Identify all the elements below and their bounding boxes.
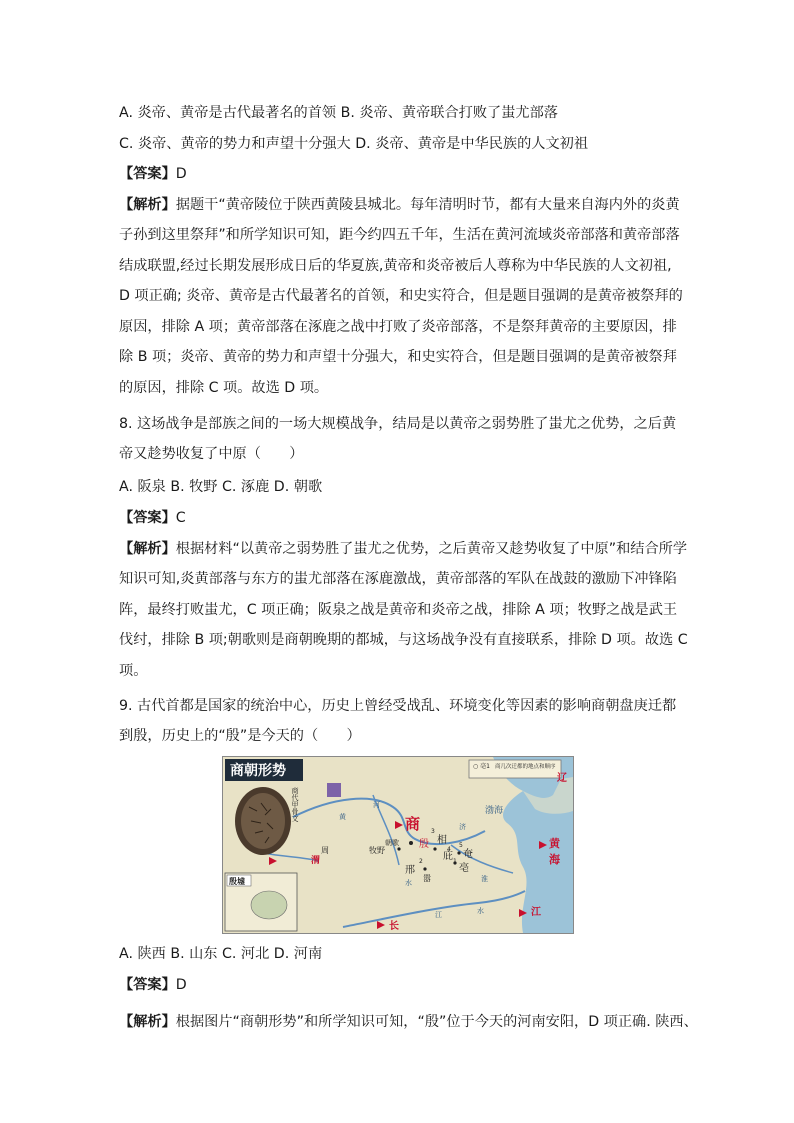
q7-analysis-line-4: D 项正确; 炎帝、黄帝是古代最著名的首领，和史实符合，但是题目强调的是黄帝被祭拜的 (119, 288, 683, 304)
answer-tag: 【答案】 (119, 510, 176, 526)
q7-options-line-2: C. 炎帝、黄帝的势力和声望十分强大 D. 炎帝、黄帝是中华民族的人文初祖 (119, 136, 589, 152)
order-1: 1 (453, 858, 457, 865)
map-title: 商朝形势 (230, 763, 286, 779)
q8-question-line-1: 8. 这场战争是部族之间的一场大规模战争，结局是以黄帝之弱势胜了蚩尤之优势，之后黄 (119, 416, 677, 432)
q8-question-line-2: 帝又趁势收复了中原（ ） (119, 446, 304, 462)
label-river-huai: 淮 (481, 875, 488, 883)
q9-question-line-1: 9. 古代首都是国家的统治中心，历史上曾经受战乱、环境变化等因素的影响商朝盘庚迁都 (119, 698, 677, 714)
city-pang: 庇 (443, 851, 453, 862)
city-chaoge-dot (397, 847, 400, 850)
city-xing: 邢 (405, 865, 415, 876)
label-river-jiang: 江 (435, 911, 442, 919)
q8-options: A. 阪泉 B. 牧野 C. 涿鹿 D. 朝歌 (119, 479, 323, 495)
label-bohai: 渤海 (485, 806, 504, 816)
city-muye: 牧野 (369, 846, 385, 855)
city-chaoge: 朝歌 (385, 839, 399, 847)
label-chang: 长 (389, 921, 399, 932)
label-liao: 辽 (557, 773, 567, 784)
analysis-tag: 【解析】 (119, 541, 176, 557)
city-bo: 亳 (459, 863, 469, 874)
q9-options: A. 陕西 B. 山东 C. 河北 D. 河南 (119, 946, 323, 962)
q8-analysis-line-4: 伐纣，排除 B 项;朝歌则是商朝晚期的都城，与这场战争没有直接联系，排除 D 项。故选 C (119, 632, 688, 648)
q7-analysis-line-6: 除 B 项；炎帝、黄帝的势力和声望十分强大，和史实符合，但是题目强调的是黄帝被祭拜 (119, 349, 677, 365)
label-shang: 商 (405, 815, 421, 833)
label-river-he: 河 (373, 801, 380, 809)
inset-area (251, 891, 287, 919)
answer-tag: 【答案】 (119, 166, 176, 182)
label-river-huang: 黄 (339, 813, 346, 821)
city-ao-dot (423, 867, 426, 870)
map-compass-icon (327, 783, 341, 797)
q7-analysis-line-5: 原因，排除 A 项；黄帝部落在涿鹿之战中打败了炎帝部落，不是祭拜黄帝的主要原因，排 (119, 319, 677, 335)
answer-value: D (175, 166, 187, 182)
shang-dynasty-map (222, 756, 574, 934)
label-hai: 海 (549, 853, 560, 866)
q8-analysis-line-2: 知识可知,炎黄部落与东方的蚩尤部落在涿鹿激战，黄帝部落的军队在战鼓的激励下冲锋陷 (119, 571, 677, 587)
oracle-bone-inner (241, 793, 285, 849)
q9-analysis-line-1 (119, 1012, 698, 1032)
inset-title: 殷墟 (229, 877, 245, 886)
q8-answer (119, 508, 186, 528)
label-huang: 黄 (549, 837, 560, 850)
answer-value: C (175, 510, 186, 526)
label-river-shui: 水 (405, 879, 412, 887)
analysis-text: 根据图片“商朝形势”和所学知识可知，“殷”位于今天的河南安阳，D 项正确. 陕西、 (175, 1014, 698, 1030)
q7-analysis-line-2: 子孙到这里祭拜”和所学知识可知，距今约四五千年，生活在黄河流域炎帝部落和黄帝部落 (119, 227, 680, 243)
label-river-shui-2: 水 (477, 907, 484, 915)
answer-value: D (175, 977, 187, 993)
city-yan: 奄 (463, 849, 473, 860)
answer-tag: 【答案】 (119, 977, 176, 993)
q7-options-line-1: A. 炎帝、黄帝是古代最著名的首领 B. 炎帝、黄帝联合打败了蚩尤部落 (119, 105, 558, 121)
city-yin-dot (409, 841, 413, 845)
map-legend-text: 商几次迁都的地点和顺序 (495, 764, 556, 770)
analysis-text: 根据材料“以黄帝之弱势胜了蚩尤之优势，之后黄帝又趁势收复了中原”和结合所学 (175, 541, 688, 557)
order-4: 4 (447, 846, 451, 853)
label-river-ji: 济 (459, 823, 466, 831)
q7-analysis-line-7: 的原因，排除 C 项。故选 D 项。 (119, 380, 329, 396)
city-yin: 殷 (419, 839, 429, 850)
analysis-tag: 【解析】 (119, 197, 176, 213)
oracle-caption: 商代甲骨文 (291, 787, 299, 822)
analysis-text: 据题干“黄帝陵位于陕西黄陵县城北。每年清明时节，都有大量来自海内外的炎黄 (175, 197, 680, 213)
q7-analysis-line-3: 结成联盟,经过长期发展形成日后的华夏族,黄帝和炎帝被后人尊称为中华民族的人文初祖, (119, 258, 672, 274)
map-svg (223, 757, 573, 933)
q7-answer (119, 164, 187, 184)
q8-analysis-line-5: 项。 (119, 663, 148, 679)
city-yan-dot (457, 851, 460, 854)
q7-analysis-line-1 (119, 195, 680, 215)
order-3: 3 (431, 828, 435, 835)
map-legend-marker: ○ 亳1 (473, 763, 490, 770)
q9-question-line-2: 到殷，历史上的“殷”是今天的（ ） (119, 728, 361, 744)
order-5: 5 (459, 842, 463, 849)
q8-analysis-line-3: 阵，最终打败蚩尤，C 项正确；阪泉之战是黄帝和炎帝之战，排除 A 项；牧野之战是武王 (119, 602, 678, 618)
q9-answer (119, 975, 187, 995)
label-jiang: 江 (531, 907, 541, 918)
analysis-tag: 【解析】 (119, 1014, 176, 1030)
city-ao: 嚣 (423, 874, 431, 883)
city-zhou: 周 (321, 846, 329, 855)
city-xiang-dot (433, 847, 436, 850)
q8-analysis-line-1 (119, 539, 687, 559)
label-wei: 渭 (311, 856, 321, 866)
order-2: 2 (419, 858, 423, 865)
city-xiang: 相 (437, 835, 447, 846)
